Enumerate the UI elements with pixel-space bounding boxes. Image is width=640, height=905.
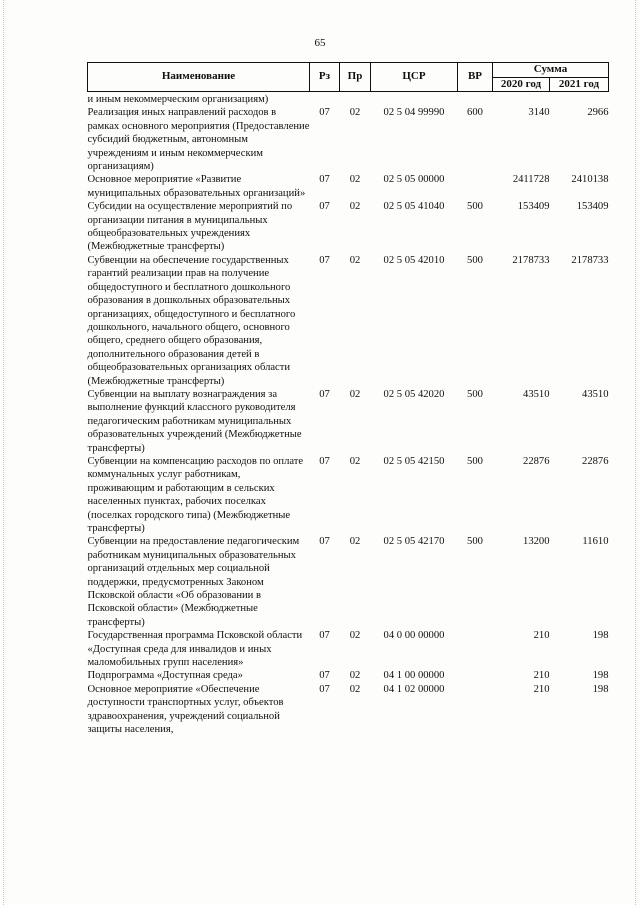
cell-name: Субвенции на предоставление педагогическим работникам муниципальных образовательных организаций отдельных мер социальной поддержки, предусмотренных Законом Псковской области «Об образовании в Псковской области» (Межбюджетные трансферты) xyxy=(87,536,300,628)
cell-name: Субвенции на компенсацию расходов по оплате коммунальных услуг работникам, проживающим и работающим в сельских населенных пунктах, рабочих поселках (поселках городского типа) (Межбюджетные трансферты) xyxy=(87,455,304,534)
cell-sum-2020: 22876 xyxy=(523,455,550,467)
cell-vr xyxy=(458,92,493,107)
cell-pr: 02 xyxy=(349,670,361,682)
cell-rz: 07 xyxy=(319,201,330,213)
cell-csr: 04 1 00 00000 xyxy=(383,670,445,682)
cell-name: и иным некоммерческим организациям) xyxy=(87,94,269,105)
cell-sum-2020 xyxy=(493,92,550,107)
cell-csr: 02 5 05 42010 xyxy=(383,254,445,266)
cell-name: Основное мероприятие «Развитие муниципальных образовательных организаций» xyxy=(87,174,306,199)
col-header-rz: Рз xyxy=(310,63,340,92)
col-header-csr: ЦСР xyxy=(371,63,458,92)
cell-rz xyxy=(310,92,340,107)
cell-sum-2021 xyxy=(550,92,609,107)
cell-sum-2021: 198 xyxy=(592,670,609,682)
col-header-name: Наименование xyxy=(88,63,310,92)
cell-pr: 02 xyxy=(349,388,361,400)
cell-csr: 02 5 05 42150 xyxy=(383,455,445,467)
cell-rz: 07 xyxy=(319,174,330,186)
table-row xyxy=(88,388,609,455)
table-body xyxy=(88,92,609,737)
col-header-sum: Сумма xyxy=(493,63,609,78)
cell-rz: 07 xyxy=(319,254,330,266)
cell-pr: 02 xyxy=(349,201,361,213)
cell-sum-2021: 2966 xyxy=(587,107,609,119)
table-row xyxy=(88,254,609,388)
cell-vr: 600 xyxy=(467,107,483,119)
cell-vr xyxy=(458,629,493,669)
cell-sum-2020: 13200 xyxy=(523,536,550,548)
cell-name: Основное мероприятие «Обеспечение доступности транспортных услуг, объектов здравоохранения, учреждений социальной защиты населения, xyxy=(87,683,284,736)
cell-pr: 02 xyxy=(349,536,361,548)
cell-name: Государственная программа Псковской области «Доступная среда для инвалидов и иных маломобильных групп населения» xyxy=(87,630,303,669)
cell-pr: 02 xyxy=(349,683,361,695)
right-margin-dots xyxy=(635,0,637,905)
col-header-2020: 2020 год xyxy=(493,77,550,92)
col-header-2021: 2021 год xyxy=(550,77,609,92)
cell-rz: 07 xyxy=(319,683,330,695)
cell-sum-2021: 153409 xyxy=(576,201,609,213)
cell-csr: 02 5 05 41040 xyxy=(383,201,445,213)
cell-pr: 02 xyxy=(349,630,361,642)
cell-sum-2021: 43510 xyxy=(582,388,609,400)
cell-sum-2020: 210 xyxy=(533,683,550,695)
cell-name: Субвенции на обеспечение государственных гарантий реализации прав на получение общедоступного и бесплатного дошкольного образования в дошкольных образовательных организациях, общедоступного и бесплатного дошкольного, начального общего, основного общего, среднего общего образования, дополнительного образования детей в общеобразовательных организациях области (Межбюджетные трансферты) xyxy=(87,254,296,387)
cell-vr: 500 xyxy=(467,455,483,467)
cell-sum-2021: 22876 xyxy=(582,455,609,467)
cell-sum-2020: 43510 xyxy=(523,388,550,400)
cell-csr: 02 5 05 00000 xyxy=(383,174,445,186)
cell-name: Реализация иных направлений расходов в рамках основного мероприятия (Предоставление субсидий бюджетным, автономным учреждениям и иным некоммерческим организациям) xyxy=(87,107,310,173)
cell-csr: 02 5 05 42020 xyxy=(383,388,445,400)
col-header-pr: Пр xyxy=(340,63,371,92)
table-row xyxy=(88,669,609,682)
table-row xyxy=(88,535,609,629)
cell-rz: 07 xyxy=(319,536,330,548)
cell-vr: 500 xyxy=(467,388,483,400)
cell-pr: 02 xyxy=(349,107,361,119)
cell-sum-2021: 198 xyxy=(592,683,609,695)
cell-csr: 04 0 00 00000 xyxy=(383,630,445,642)
cell-pr xyxy=(340,92,371,107)
cell-vr: 500 xyxy=(467,254,483,266)
cell-rz: 07 xyxy=(319,670,330,682)
cell-sum-2021: 2410138 xyxy=(571,174,609,186)
cell-pr: 02 xyxy=(349,174,361,186)
col-header-vr: ВР xyxy=(458,63,493,92)
cell-csr: 02 5 05 42170 xyxy=(383,536,445,548)
cell-vr xyxy=(458,173,493,200)
cell-pr: 02 xyxy=(349,254,361,266)
cell-name: Субсидии на осуществление мероприятий по организации питания в муниципальных общеобразовательных учреждениях (Межбюджетные трансферты) xyxy=(87,201,293,253)
table-header xyxy=(88,63,609,92)
cell-sum-2021: 2178733 xyxy=(571,254,609,266)
table-row xyxy=(88,106,609,173)
cell-sum-2020: 2411728 xyxy=(512,174,550,186)
table-row xyxy=(88,92,609,107)
table-row xyxy=(88,200,609,254)
cell-sum-2020: 2178733 xyxy=(512,254,550,266)
cell-name: Субвенции на выплату вознаграждения за выполнение функций классного руководителя педагогическим работникам муниципальных образовательных учреждений (Межбюджетные трансферты) xyxy=(87,388,302,454)
table-row xyxy=(88,455,609,535)
cell-vr xyxy=(458,683,493,737)
cell-vr xyxy=(458,669,493,682)
cell-csr xyxy=(371,92,458,107)
cell-sum-2020: 153409 xyxy=(517,201,550,213)
cell-csr: 04 1 02 00000 xyxy=(383,683,445,695)
left-margin-dots xyxy=(3,0,5,905)
cell-csr: 02 5 04 99990 xyxy=(383,107,445,119)
cell-rz: 07 xyxy=(319,107,330,119)
table-row xyxy=(88,629,609,669)
cell-sum-2020: 210 xyxy=(533,630,550,642)
cell-rz: 07 xyxy=(319,630,330,642)
cell-pr: 02 xyxy=(349,455,361,467)
cell-sum-2021: 198 xyxy=(592,630,609,642)
page-number: 65 xyxy=(314,37,326,49)
cell-sum-2021: 11610 xyxy=(582,536,609,548)
cell-sum-2020: 3140 xyxy=(528,107,550,119)
budget-table xyxy=(87,62,609,737)
cell-rz: 07 xyxy=(319,388,330,400)
table-row xyxy=(88,683,609,737)
cell-vr: 500 xyxy=(467,201,483,213)
cell-vr: 500 xyxy=(467,536,483,548)
cell-sum-2020: 210 xyxy=(533,670,550,682)
table-row xyxy=(88,173,609,200)
cell-name: Подпрограмма «Доступная среда» xyxy=(87,670,243,682)
cell-rz: 07 xyxy=(319,455,330,467)
